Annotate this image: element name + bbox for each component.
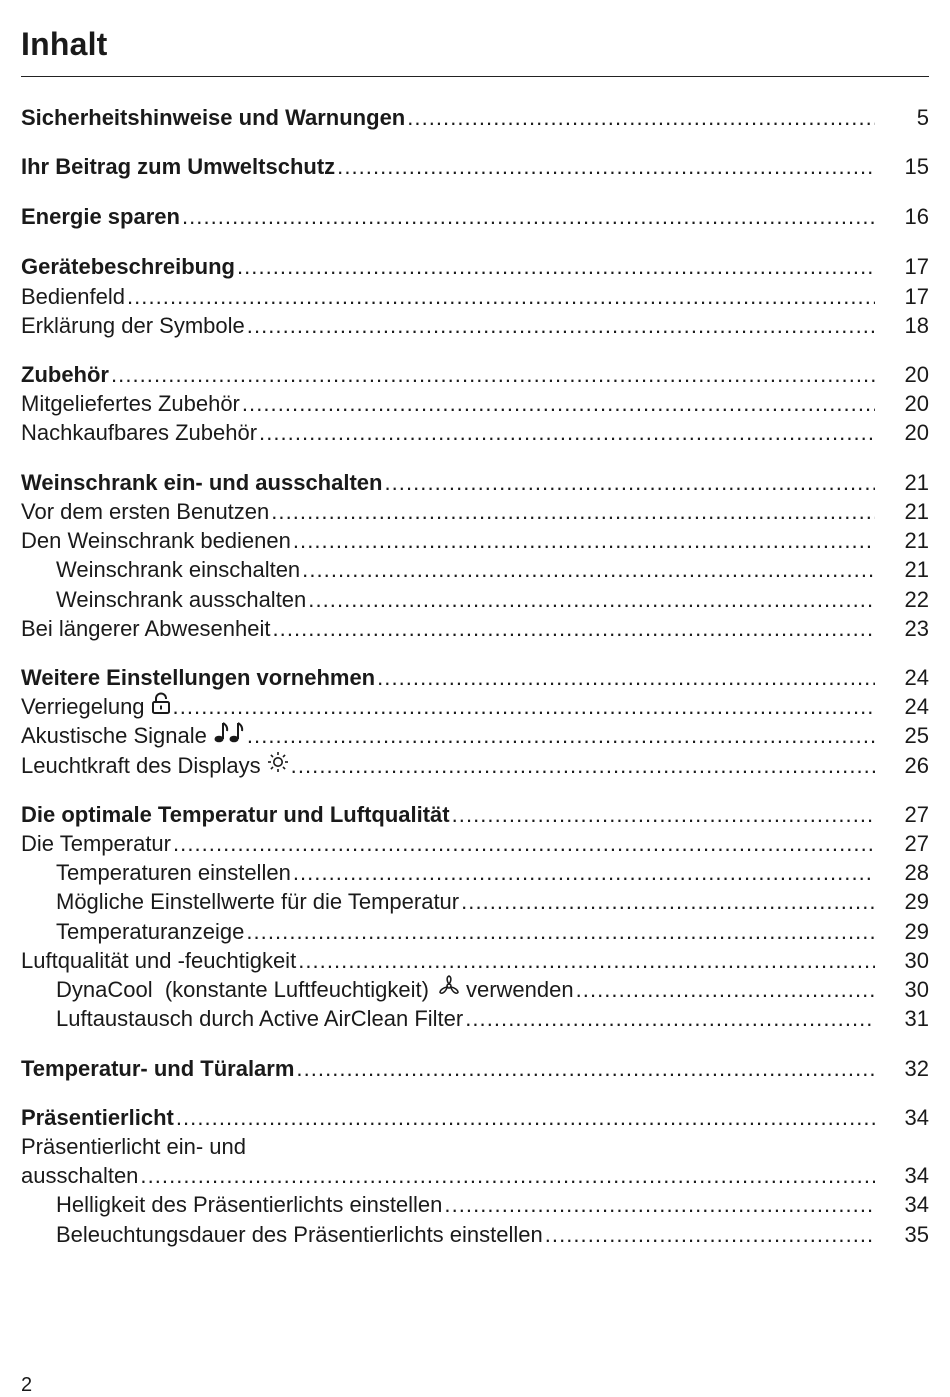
toc-entry-label	[21, 751, 289, 780]
toc-page-number: 29	[904, 889, 929, 914]
toc-entry-label-text: Leuchtkraft des Displays	[21, 753, 261, 778]
toc-entry-label-text: Verriegelung	[21, 694, 145, 719]
toc-page-number: 17	[904, 284, 929, 309]
toc-entry-geraetebeschreibung[interactable]	[21, 252, 929, 281]
toc-entry-label: Nachkaufbares Zubehör	[21, 420, 258, 445]
toc-entry-label	[21, 692, 171, 721]
toc-page-number: 20	[904, 420, 929, 445]
leader-dots	[182, 202, 875, 231]
toc-page-number: 31	[904, 1006, 929, 1031]
toc-entry-label: Präsentierlicht	[21, 1105, 174, 1130]
leader-dots	[293, 526, 875, 555]
toc-page-number: 27	[904, 831, 929, 856]
toc-entry-weinschrank-ein-aus[interactable]	[21, 468, 929, 497]
leader-dots	[247, 311, 875, 340]
toc-entry-verriegelung[interactable]	[21, 692, 929, 721]
leader-dots	[140, 1161, 875, 1190]
toc-entry-praesentierlicht-ein-aus-line1[interactable]: Präsentierlicht ein- und	[21, 1134, 247, 1159]
leader-dots	[576, 975, 875, 1004]
toc-page-number: 24	[904, 665, 929, 690]
toc-page-number: 32	[904, 1056, 929, 1081]
toc-entry-einstellwerte[interactable]	[21, 887, 929, 916]
leader-dots	[444, 1190, 875, 1219]
toc-page-number: 20	[904, 391, 929, 416]
toc-entry-label: Gerätebeschreibung	[21, 254, 235, 279]
toc-entry-label: ausschalten	[21, 1163, 139, 1188]
toc-entry-optimale-temperatur[interactable]	[21, 800, 929, 829]
toc-page-number: 27	[904, 802, 929, 827]
toc-entry-zubehoer[interactable]	[21, 360, 929, 389]
toc-entry-label: Weinschrank ausschalten	[56, 587, 307, 612]
toc-entry-weinschrank-bedienen[interactable]	[21, 526, 929, 555]
toc-entry-akustische-signale[interactable]	[21, 721, 929, 750]
toc-entry-nachkaufbares-zubehoer[interactable]	[21, 418, 929, 447]
toc-entry-label: Bei längerer Abwesenheit	[21, 616, 271, 641]
leader-dots	[173, 829, 875, 858]
leader-dots	[461, 887, 875, 916]
page-number: 2	[21, 1374, 33, 1396]
leader-dots	[173, 692, 875, 721]
toc-entry-bedienfeld[interactable]	[21, 282, 929, 311]
toc-entry-energie-sparen[interactable]	[21, 202, 929, 231]
leader-dots	[176, 1103, 875, 1132]
toc-entry-label: Sicherheitshinweise und Warnungen	[21, 105, 406, 130]
toc-entry-label-text: Akustische Signale	[21, 723, 207, 748]
toc-entry-sicherheitshinweise[interactable]	[21, 103, 929, 132]
toc-entry-label: Den Weinschrank bedienen	[21, 528, 291, 553]
leader-dots	[242, 389, 875, 418]
toc-page-number: 15	[904, 154, 929, 179]
toc-page-number: 18	[904, 313, 929, 338]
toc-entry-label: Zubehör	[21, 362, 109, 387]
toc-entry-umweltschutz[interactable]	[21, 152, 929, 181]
toc-entry-temperaturanzeige[interactable]	[21, 917, 929, 946]
toc-entry-label: Weinschrank einschalten	[56, 557, 301, 582]
toc-page-number: 35	[904, 1222, 929, 1247]
leader-dots	[259, 418, 875, 447]
toc-page-number: 21	[904, 470, 929, 495]
toc-entry-label: Temperaturen einstellen	[56, 860, 291, 885]
toc-entry-label: Vor dem ersten Benutzen	[21, 499, 270, 524]
toc-entry-label: Ihr Beitrag zum Umweltschutz	[21, 154, 336, 179]
page-title: Inhalt	[21, 26, 108, 62]
leader-dots	[293, 858, 875, 887]
leader-dots	[465, 1004, 875, 1033]
toc-entry-weitere-einstellungen[interactable]	[21, 663, 929, 692]
leader-dots	[308, 585, 875, 614]
toc-page-number: 34	[904, 1192, 929, 1217]
toc-entry-abwesenheit[interactable]	[21, 614, 929, 643]
toc-entry-label: Bedienfeld	[21, 284, 125, 309]
leader-dots	[127, 282, 875, 311]
toc-entry-die-temperatur[interactable]	[21, 829, 929, 858]
leader-dots	[291, 751, 875, 780]
toc-page-number: 20	[904, 362, 929, 387]
toc-entry-weinschrank-einschalten[interactable]	[21, 555, 929, 584]
toc-page-number: 34	[904, 1163, 929, 1188]
toc-entry-label: Luftaustausch durch Active AirClean Filter	[56, 1006, 464, 1031]
leader-dots	[298, 946, 875, 975]
leader-dots	[296, 1054, 875, 1083]
toc-entry-tueralarm[interactable]	[21, 1054, 929, 1083]
toc-page-number: 21	[904, 557, 929, 582]
leader-dots	[545, 1220, 875, 1249]
leader-dots	[273, 614, 876, 643]
lock-icon	[151, 692, 171, 714]
toc-entry-label	[21, 975, 574, 1004]
toc-entry-symbole[interactable]	[21, 311, 929, 340]
toc-page-number: 25	[904, 723, 929, 748]
toc-entry-weinschrank-ausschalten[interactable]	[21, 585, 929, 614]
leader-dots	[247, 721, 875, 750]
toc-entry-luftqualitaet[interactable]	[21, 946, 929, 975]
toc-entry-label	[21, 721, 245, 750]
toc-entry-praesentierlicht[interactable]	[21, 1103, 929, 1132]
leader-dots	[237, 252, 875, 281]
toc-entry-mitgeliefertes-zubehoer[interactable]	[21, 389, 929, 418]
toc-page-number: 29	[904, 919, 929, 944]
toc-page-number: 16	[904, 204, 929, 229]
toc-entry-label: Mitgeliefertes Zubehör	[21, 391, 240, 416]
toc-entry-helligkeit[interactable]	[21, 1190, 929, 1219]
toc-entry-luftaustausch[interactable]	[21, 1004, 929, 1033]
toc-page-number: 30	[904, 948, 929, 973]
toc-page-number: 26	[904, 753, 929, 778]
toc-entry-label-suffix: verwenden	[465, 977, 574, 1002]
leader-dots	[111, 360, 875, 389]
toc-entry-label: Temperatur- und Türalarm	[21, 1056, 295, 1081]
toc-entry-label: Mögliche Einstellwerte für die Temperatur	[56, 889, 460, 914]
toc-page-number: 28	[904, 860, 929, 885]
title-divider	[21, 76, 929, 77]
toc-entry-label: Luftqualität und -feuchtigkeit	[21, 948, 297, 973]
toc-page-number: 24	[904, 694, 929, 719]
toc-entry-praesentierlicht-ein-aus[interactable]	[21, 1161, 929, 1190]
leader-dots	[337, 152, 875, 181]
fan-icon	[437, 975, 461, 997]
toc-entry-label: Beleuchtungsdauer des Präsentierlichts einstellen	[56, 1222, 543, 1247]
sun-icon	[267, 751, 289, 773]
toc-page-number: 5	[916, 105, 929, 130]
toc-entry-vor-dem-ersten-benutzen[interactable]	[21, 497, 929, 526]
toc-page-number: 21	[904, 499, 929, 524]
toc-page-number: 17	[904, 254, 929, 279]
toc-entry-label: Weitere Einstellungen vornehmen	[21, 665, 376, 690]
toc-page-number: 30	[904, 977, 929, 1002]
leader-dots	[271, 497, 875, 526]
toc-entry-label: Die optimale Temperatur und Luftqualität	[21, 802, 450, 827]
toc-entry-beleuchtungsdauer[interactable]	[21, 1220, 929, 1249]
toc-entry-label: Weinschrank ein- und ausschalten	[21, 470, 383, 495]
toc-entry-label: Energie sparen	[21, 204, 180, 229]
toc-entry-label: Helligkeit des Präsentierlichts einstellen	[56, 1192, 443, 1217]
toc-page-number: 34	[904, 1105, 929, 1130]
toc-entry-leuchtkraft[interactable]	[21, 751, 929, 780]
toc-entry-label: Erklärung der Symbole	[21, 313, 245, 338]
leader-dots	[384, 468, 875, 497]
leader-dots	[407, 103, 875, 132]
leader-dots	[246, 917, 875, 946]
toc-entry-label-text: DynaCool (konstante Luftfeuchtigkeit)	[56, 977, 429, 1002]
leader-dots	[377, 663, 875, 692]
toc-entry-label: Die Temperatur	[21, 831, 171, 856]
leader-dots	[452, 800, 875, 829]
toc-page-number: 22	[904, 587, 929, 612]
music-notes-icon	[213, 721, 245, 743]
toc-entry-temperaturen-einstellen[interactable]	[21, 858, 929, 887]
toc-entry-label: Temperaturanzeige	[56, 919, 245, 944]
leader-dots	[302, 555, 875, 584]
toc-entry-dynacool[interactable]	[21, 975, 929, 1004]
toc-page-number: 23	[904, 616, 929, 641]
toc-page-number: 21	[904, 528, 929, 553]
